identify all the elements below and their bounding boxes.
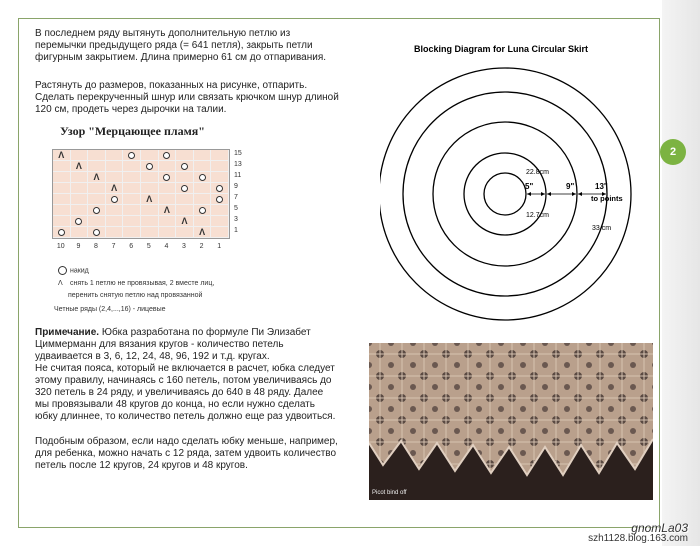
blocking-diagram [380, 60, 640, 330]
label-to-points: to points [591, 194, 623, 203]
chart-cell [53, 227, 71, 238]
lace-photo-image [369, 343, 653, 500]
watermark-url: szh1128.blog.163.com [588, 533, 688, 544]
yarn-over-icon [75, 218, 82, 225]
chart-cell [141, 227, 159, 238]
chart-row-number: 3 [234, 216, 238, 223]
chart-column-number: 3 [182, 243, 186, 250]
note-paragraph [35, 327, 340, 363]
decrease-icon: Λ [199, 226, 206, 237]
chart-cell [141, 216, 159, 227]
chart-cell [106, 150, 124, 161]
decrease-icon: Λ [181, 215, 188, 226]
chart-cell [71, 227, 89, 238]
chart-cell [88, 205, 106, 216]
chart-cell [176, 194, 194, 205]
chart-cell [123, 205, 141, 216]
legend-yo-label: накид [69, 267, 89, 275]
chart-cell [141, 194, 159, 205]
yarn-over-icon [181, 163, 188, 170]
chart-row-number: 15 [234, 150, 242, 157]
paragraph-bind-off: В последнем ряду вытянуть дополнительную петлю из перемычки предыдущего ряда (= 641 петля), закрыть петли фигурным закрытием. Длина примерно 61 см до отпаривания. [35, 28, 327, 63]
label-12cm: 12.7cm [526, 212, 549, 219]
chart-cell [71, 150, 89, 161]
legend-dec-line2: перенить снятую петлю над провязанной [68, 292, 203, 299]
yarn-over-icon [181, 185, 188, 192]
legend-even-rows: Четные ряды (2,4,...,16) - лицевые [54, 306, 166, 313]
chart-cell [211, 150, 229, 161]
chart-cell [123, 172, 141, 183]
chart-row-number: 11 [234, 172, 242, 179]
chart-cell [53, 216, 71, 227]
note-body: Юбка разработана по формуле Пи Элизабет Циммерманн для вязания кругов - количество петель удваивается в 3, 6, 12, 24, 48, 96, 192 и т.д. кругах. [35, 327, 311, 362]
chart-cell [159, 183, 177, 194]
chart-cell [159, 150, 177, 161]
chart-cell [71, 205, 89, 216]
chart-cell [159, 172, 177, 183]
label-33cm: 33 cm [592, 225, 612, 232]
decrease-icon: Λ [111, 182, 118, 193]
chart-cell [211, 183, 229, 194]
note-label: Примечание. [35, 327, 100, 338]
yarn-over-icon [199, 174, 206, 181]
chart-column-number: 7 [111, 243, 116, 250]
paragraph-stitch-count: Не считая пояса, который не включается в расчет, юбка следует этому правилу, начинаясь с 160 петель, потом увеличиваясь до 320 петель в 24 ряду, и увеличиваясь до 640 в 48 ряду. Далее мы провязывали 48 кругов до конца, но если нужно сделать юбку длиннее, то количество петель должно еще раз удвоиться. [35, 363, 336, 422]
chart-cell [211, 172, 229, 183]
label-9in: 9" [566, 182, 575, 191]
yarn-over-icon [93, 207, 100, 214]
legend-yo [58, 266, 89, 275]
page-number-badge[interactable]: 2 [660, 139, 686, 165]
chart-cell [88, 172, 106, 183]
chart-cell [88, 216, 106, 227]
chart-cell [53, 194, 71, 205]
chart-cell [194, 150, 212, 161]
chart-row-number: 9 [234, 183, 238, 190]
yarn-over-icon [58, 229, 65, 236]
chart-column-number: 6 [129, 243, 134, 250]
waist-circle [484, 173, 526, 215]
yarn-over-icon [163, 174, 170, 181]
decrease-icon: Λ [146, 193, 153, 204]
paragraph-blocking: Растянуть до размеров, показанных на рисунке, отпарить. Сделать перекрученный шнур или связать крючком шнур длиной 120 см, продеть через дырочки на талии. [35, 80, 339, 115]
chart-cell [141, 183, 159, 194]
chart-cell [53, 172, 71, 183]
chart-row-number: 5 [234, 205, 238, 212]
chart-cell [71, 216, 89, 227]
watermark-signature: gnomLa03 [631, 521, 688, 535]
decrease-icon: Λ [75, 160, 82, 171]
chart-cell [88, 183, 106, 194]
photo-caption: Picot bind off [372, 490, 407, 496]
chart-cell [211, 161, 229, 172]
chart-cell [88, 194, 106, 205]
yarn-over-icon [216, 196, 223, 203]
yarn-over-icon [128, 152, 135, 159]
chart-cell [194, 227, 212, 238]
chart-cell [88, 227, 106, 238]
yarn-over-icon [93, 229, 100, 236]
pattern-title: Узор "Мерцающее пламя" [60, 124, 205, 138]
chart-cell [176, 183, 194, 194]
chart-cell [141, 172, 159, 183]
yarn-over-icon [216, 185, 223, 192]
chart-cell [159, 216, 177, 227]
chart-cell [53, 150, 71, 161]
chart-column-number: 9 [76, 243, 81, 250]
yarn-over-icon [146, 163, 153, 170]
chart-cell [123, 150, 141, 161]
chart-cell [176, 161, 194, 172]
chart-cell [176, 216, 194, 227]
chart-column-number: 4 [164, 243, 169, 250]
chart-cell [123, 183, 141, 194]
chart-row-number: 13 [234, 161, 242, 168]
yarn-over-icon [58, 266, 67, 275]
chart-cell [106, 172, 124, 183]
chart-cell [194, 194, 212, 205]
label-13in: 13" [595, 182, 608, 191]
chart-cell [123, 227, 141, 238]
chart-cell [159, 227, 177, 238]
decrease-icon: Λ [163, 204, 170, 215]
decrease-icon: Λ [58, 149, 65, 160]
chart-cell [176, 205, 194, 216]
chart-cell [141, 161, 159, 172]
chart-cell [176, 150, 194, 161]
chart-cell [106, 216, 124, 227]
chart-cell [176, 227, 194, 238]
chart-cell [106, 205, 124, 216]
yarn-over-icon [199, 207, 206, 214]
chart-cell [194, 172, 212, 183]
chart-cell [71, 183, 89, 194]
chart-cell [123, 194, 141, 205]
chart-cell [159, 161, 177, 172]
chart-cell [211, 227, 229, 238]
chart-cell [106, 194, 124, 205]
chart-cell [211, 194, 229, 205]
chart-column-number: 1 [217, 243, 222, 250]
decrease-icon: Λ [58, 280, 63, 287]
chart-cell [176, 172, 194, 183]
yarn-over-icon [111, 196, 118, 203]
chart-cell [106, 227, 124, 238]
chart-cell [194, 205, 212, 216]
chart-cell [194, 216, 212, 227]
decrease-icon: Λ [93, 171, 100, 182]
chart-column-number: 8 [94, 243, 98, 250]
chart-row-number: 1 [234, 227, 238, 234]
chart-cell [106, 161, 124, 172]
chart-row-number: 7 [234, 194, 238, 201]
chart-cell [123, 161, 141, 172]
diagram-title: Blocking Diagram for Luna Circular Skirt [414, 44, 589, 54]
legend-dec [58, 280, 214, 287]
chart-cell [71, 194, 89, 205]
chart-cell [71, 161, 89, 172]
chart-column-number: 10 [56, 243, 65, 250]
right-sidebar [662, 0, 700, 546]
chart-cell [194, 183, 212, 194]
chart-cell [194, 161, 212, 172]
chart-cell [71, 172, 89, 183]
chart-cell [159, 205, 177, 216]
chart-column-number: 5 [146, 243, 151, 250]
legend-dec-label-1: снять 1 петлю не провязывая, 2 вместе лиц, [69, 280, 215, 287]
chart-cell [53, 205, 71, 216]
label-22cm: 22.8cm [526, 169, 549, 176]
chart-cell [53, 161, 71, 172]
chart-cell [88, 161, 106, 172]
chart-cell [159, 194, 177, 205]
lace-photo [369, 343, 653, 500]
label-5in: 5" [525, 182, 534, 191]
chart-cell [88, 150, 106, 161]
chart-cell [211, 216, 229, 227]
chart-cell [106, 183, 124, 194]
stitch-chart [52, 149, 230, 239]
yarn-over-icon [163, 152, 170, 159]
chart-column-number: 2 [199, 243, 204, 250]
chart-cell [123, 216, 141, 227]
chart-cell [53, 183, 71, 194]
chart-cell [211, 205, 229, 216]
chart-cell [141, 150, 159, 161]
chart-cell [141, 205, 159, 216]
paragraph-child-size: Подобным образом, если надо сделать юбку меньше, например, для ребенка, можно начать с 12 ряда, затем удвоить количество петель после 12 кругов, 24 кругов и 48 кругов. [35, 436, 338, 471]
